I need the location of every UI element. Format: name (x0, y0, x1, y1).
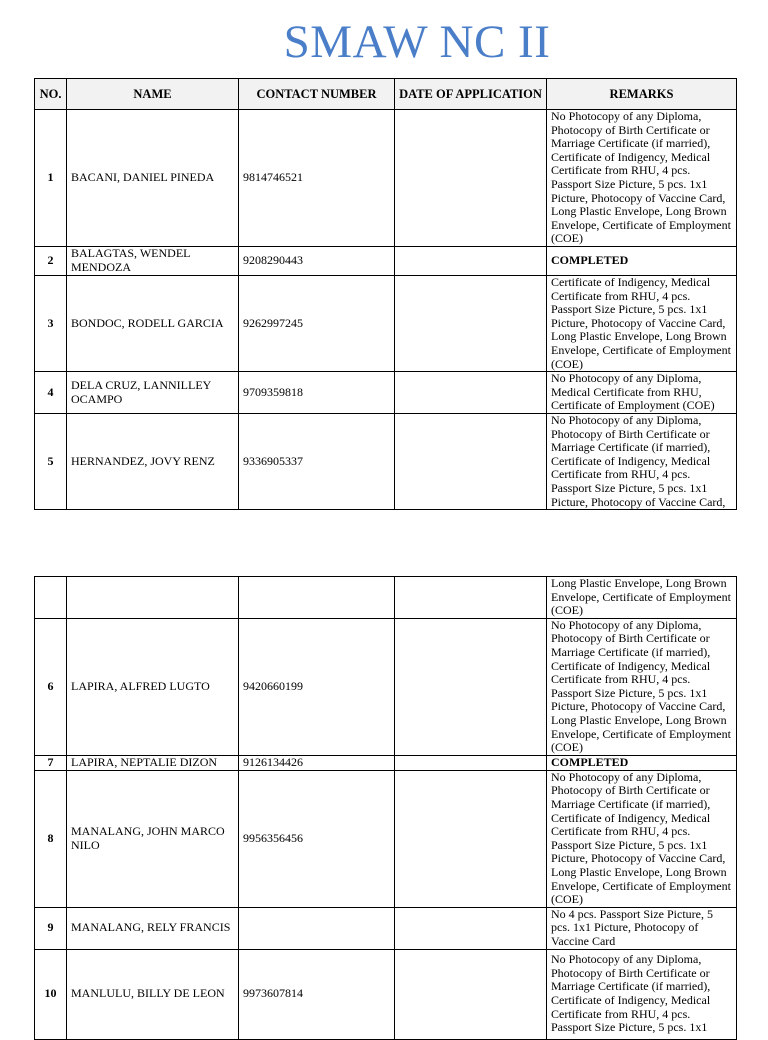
row-number: 4 (35, 372, 67, 414)
table-header-row (35, 79, 737, 110)
table-row (35, 414, 737, 510)
row-remarks: No Photocopy of any Diploma, Photocopy of Birth Certificate or Marriage Certificate (if married), Certificate of Indigency, Medical Certificate from RHU, 4 pcs. Passport Size Picture, 5 pcs. 1x1 Picture, Photocopy of Vaccine Card, Long Plastic Envelope, Long Brown Envelope, Certificate of Employment (COE) (547, 618, 737, 755)
row-name (67, 577, 239, 619)
header-date: DATE OF APPLICATION (395, 79, 547, 110)
row-contact: 9336905337 (239, 414, 395, 510)
row-remarks: No Photocopy of any Diploma, Photocopy of Birth Certificate or Marriage Certificate (if married), Certificate of Indigency, Medical Certificate from RHU, 4 pcs. Passport Size Picture, 5 pcs. 1x1 Picture, Photocopy of Vaccine Card, Long Plastic Envelope, Long Brown Envelope, Certificate of Employment (COE) (547, 110, 737, 247)
row-date (395, 577, 547, 619)
row-number: 7 (35, 755, 67, 770)
applicants-table-page-1 (34, 78, 737, 510)
row-date (395, 907, 547, 949)
table-row (35, 372, 737, 414)
row-contact: 9126134426 (239, 755, 395, 770)
header-contact: CONTACT NUMBER (239, 79, 395, 110)
row-contact: 9709359818 (239, 372, 395, 414)
table-row (35, 949, 737, 1039)
table-row (35, 577, 737, 619)
row-remarks: No Photocopy of any Diploma, Photocopy of Birth Certificate or Marriage Certificate (if married), Certificate of Indigency, Medical Certificate from RHU, 4 pcs. Passport Size Picture, 5 pcs. 1x1 Picture, Photocopy of Vaccine Card, (547, 414, 737, 510)
row-date (395, 372, 547, 414)
row-name: LAPIRA, ALFRED LUGTO (67, 618, 239, 755)
row-name: BALAGTAS, WENDEL MENDOZA (67, 246, 239, 275)
row-contact: 9956356456 (239, 770, 395, 907)
table-row (35, 246, 737, 275)
row-name: MANALANG, RELY FRANCIS (67, 907, 239, 949)
row-remarks: COMPLETED (547, 755, 737, 770)
row-number: 3 (35, 275, 67, 371)
row-name: MANALANG, JOHN MARCO NILO (67, 770, 239, 907)
row-number: 9 (35, 907, 67, 949)
row-date (395, 110, 547, 247)
row-remarks: No 4 pcs. Passport Size Picture, 5 pcs. 1x1 Picture, Photocopy of Vaccine Card (547, 907, 737, 949)
table-row (35, 770, 737, 907)
row-contact: 9420660199 (239, 618, 395, 755)
row-remarks: COMPLETED (547, 246, 737, 275)
row-name: DELA CRUZ, LANNILLEY OCAMPO (67, 372, 239, 414)
row-name: HERNANDEZ, JOVY RENZ (67, 414, 239, 510)
row-name: LAPIRA, NEPTALIE DIZON (67, 755, 239, 770)
row-date (395, 755, 547, 770)
row-date (395, 414, 547, 510)
row-number: 6 (35, 618, 67, 755)
row-number (35, 577, 67, 619)
row-contact: 9814746521 (239, 110, 395, 247)
header-remarks: REMARKS (547, 79, 737, 110)
row-contact (239, 577, 395, 619)
table-row (35, 618, 737, 755)
row-number: 1 (35, 110, 67, 247)
row-remarks: Certificate of Indigency, Medical Certificate from RHU, 4 pcs. Passport Size Picture, 5 pcs. 1x1 Picture, Photocopy of Vaccine Card, Long Plastic Envelope, Long Brown Envelope, Certificate of Employment (COE) (547, 275, 737, 371)
row-remarks: Long Plastic Envelope, Long Brown Envelope, Certificate of Employment (COE) (547, 577, 737, 619)
row-date (395, 949, 547, 1039)
row-name: BONDOC, RODELL GARCIA (67, 275, 239, 371)
row-contact: 9262997245 (239, 275, 395, 371)
table-row (35, 275, 737, 371)
row-contact: 9973607814 (239, 949, 395, 1039)
table-row (35, 755, 737, 770)
applicants-table-page-2 (34, 576, 737, 1040)
document-title: SMAW NC II (283, 16, 551, 68)
row-date (395, 246, 547, 275)
row-number: 2 (35, 246, 67, 275)
row-number: 10 (35, 949, 67, 1039)
row-remarks: No Photocopy of any Diploma, Medical Certificate from RHU, Certificate of Employment (COE) (547, 372, 737, 414)
table-row (35, 907, 737, 949)
row-date (395, 275, 547, 371)
header-name: NAME (67, 79, 239, 110)
row-number: 8 (35, 770, 67, 907)
row-name: BACANI, DANIEL PINEDA (67, 110, 239, 247)
header-no: NO. (35, 79, 67, 110)
row-remarks: No Photocopy of any Diploma, Photocopy of Birth Certificate or Marriage Certificate (if married), Certificate of Indigency, Medical Certificate from RHU, 4 pcs. Passport Size Picture, 5 pcs. 1x1 Picture, Photocopy of Vaccine Card, Long Plastic Envelope, Long Brown Envelope, Certificate of Employment (COE) (547, 770, 737, 907)
row-number: 5 (35, 414, 67, 510)
row-contact (239, 907, 395, 949)
row-contact: 9208290443 (239, 246, 395, 275)
table-row (35, 110, 737, 247)
row-remarks: No Photocopy of any Diploma, Photocopy of Birth Certificate or Marriage Certificate (if married), Certificate of Indigency, Medical Certificate from RHU, 4 pcs. Passport Size Picture, 5 pcs. 1x1 (547, 949, 737, 1039)
row-name: MANLULU, BILLY DE LEON (67, 949, 239, 1039)
row-date (395, 770, 547, 907)
row-date (395, 618, 547, 755)
